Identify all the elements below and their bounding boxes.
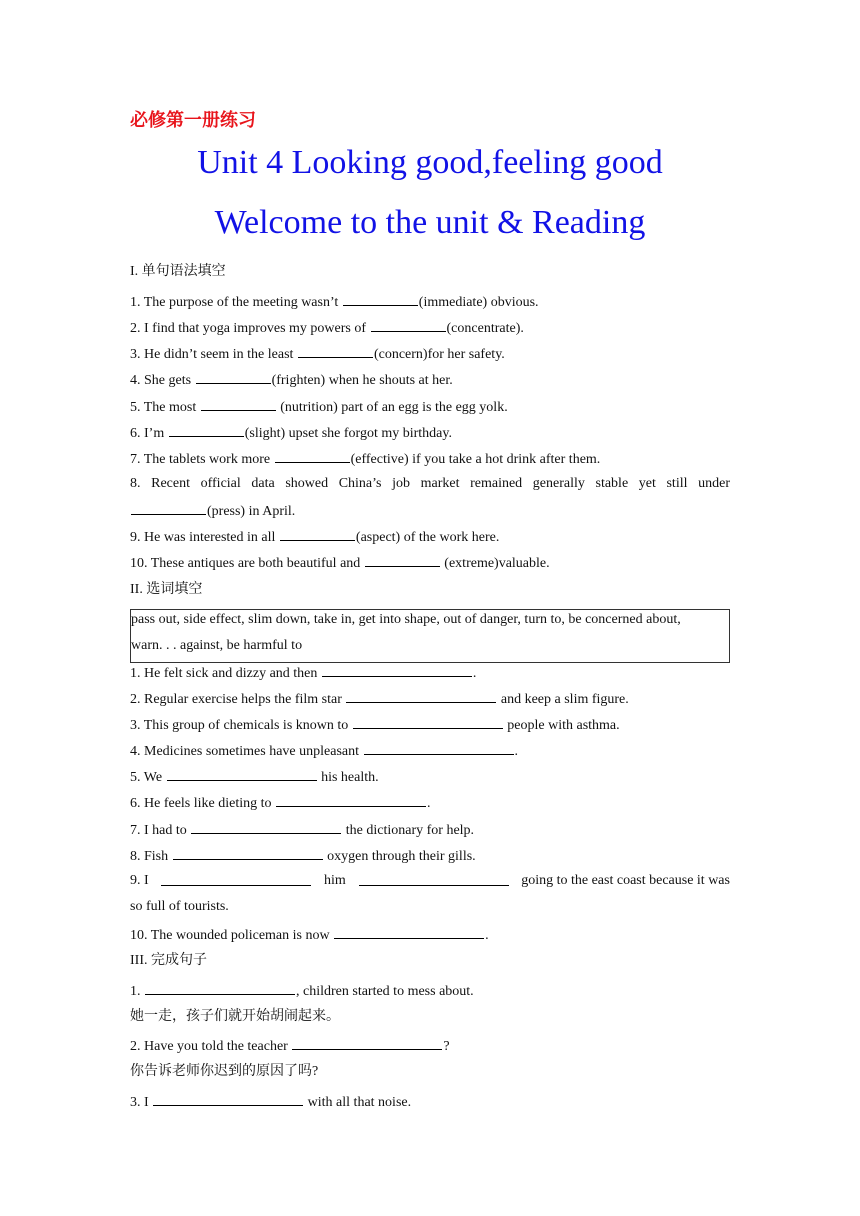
translation-hint: 她一走，孩子们就开始胡闹起来。 <box>130 1009 340 1024</box>
exercise-item: 4. Medicines sometimes have unpleasant . <box>130 741 518 761</box>
answer-blank[interactable] <box>191 820 341 834</box>
word-bank-box <box>130 609 730 663</box>
exercise-item: 3. I with all that noise. <box>130 1092 411 1112</box>
unit-subtitle: Welcome to the unit & Reading <box>214 204 646 241</box>
exercise-item: 3. This group of chemicals is known to people with asthma. <box>130 715 620 735</box>
exercise-item: 2. Regular exercise helps the film star and keep a slim figure. <box>130 689 629 709</box>
exercise-item: 7. I had to the dictionary for help. <box>130 820 474 840</box>
answer-blank[interactable] <box>359 872 509 886</box>
exercise-item: 9. I him going to the east coast because it was <box>130 873 730 888</box>
answer-blank[interactable] <box>173 846 323 860</box>
answer-blank[interactable] <box>161 872 311 886</box>
exercise-item: 8. Recent official data showed China’s job market remained generally stable yet still under <box>130 476 730 491</box>
answer-blank[interactable] <box>322 663 472 677</box>
section1-heading: I. 单句语法填空 <box>130 264 226 279</box>
answer-blank[interactable] <box>145 981 295 995</box>
answer-blank[interactable] <box>167 767 317 781</box>
exercise-item: 10. The wounded policeman is now . <box>130 925 489 945</box>
exercise-item-continued: (press) in April. <box>130 501 295 521</box>
answer-blank[interactable] <box>275 449 350 463</box>
translation-hint: 你告诉老师你迟到的原因了吗? <box>130 1064 319 1079</box>
answer-blank[interactable] <box>169 423 244 437</box>
exercise-item-continued: so full of tourists. <box>130 899 229 914</box>
answer-blank[interactable] <box>131 501 206 515</box>
section2-heading: II. 选词填空 <box>130 582 203 597</box>
exercise-item: 1. , children started to mess about. <box>130 981 474 1001</box>
unit-title: Unit 4 Looking good,feeling good <box>197 144 663 181</box>
answer-blank[interactable] <box>334 925 484 939</box>
exercise-item: 9. He was interested in all (aspect) of the work here. <box>130 527 499 547</box>
answer-blank[interactable] <box>298 344 373 358</box>
exercise-item: 7. The tablets work more (effective) if you take a hot drink after them. <box>130 449 600 469</box>
exercise-item: 2. I find that yoga improves my powers of (concentrate). <box>130 318 524 338</box>
exercise-item: 6. I’m (slight) upset she forgot my birthday. <box>130 423 452 443</box>
section3-heading: III. 完成句子 <box>130 953 207 968</box>
answer-blank[interactable] <box>153 1092 303 1106</box>
answer-blank[interactable] <box>196 370 271 384</box>
answer-blank[interactable] <box>353 715 503 729</box>
answer-blank[interactable] <box>346 689 496 703</box>
word-bank-line: pass out, side effect, slim down, take in, get into shape, out of danger, turn to, be concerned about, <box>131 612 681 627</box>
answer-blank[interactable] <box>280 527 355 541</box>
answer-blank[interactable] <box>276 793 426 807</box>
exercise-item: 4. She gets (frighten) when he shouts at her. <box>130 370 453 390</box>
exercise-item: 8. Fish oxygen through their gills. <box>130 846 476 866</box>
answer-blank[interactable] <box>364 741 514 755</box>
answer-blank[interactable] <box>365 553 440 567</box>
textbook-tag: 必修第一册练习 <box>130 110 256 131</box>
answer-blank[interactable] <box>343 292 418 306</box>
exercise-item: 5. The most (nutrition) part of an egg is the egg yolk. <box>130 397 508 417</box>
answer-blank[interactable] <box>201 397 276 411</box>
exercise-item: 10. These antiques are both beautiful and (extreme)valuable. <box>130 553 550 573</box>
exercise-item: 3. He didn’t seem in the least (concern)for her safety. <box>130 344 505 364</box>
exercise-item: 1. He felt sick and dizzy and then . <box>130 663 476 683</box>
word-bank-line: warn. . . against, be harmful to <box>131 638 303 653</box>
answer-blank[interactable] <box>371 318 446 332</box>
exercise-item: 2. Have you told the teacher ? <box>130 1036 450 1056</box>
exercise-item: 5. We his health. <box>130 767 379 787</box>
exercise-item: 6. He feels like dieting to . <box>130 793 431 813</box>
answer-blank[interactable] <box>292 1036 442 1050</box>
exercise-item: 1. The purpose of the meeting wasn’t (immediate) obvious. <box>130 292 539 312</box>
